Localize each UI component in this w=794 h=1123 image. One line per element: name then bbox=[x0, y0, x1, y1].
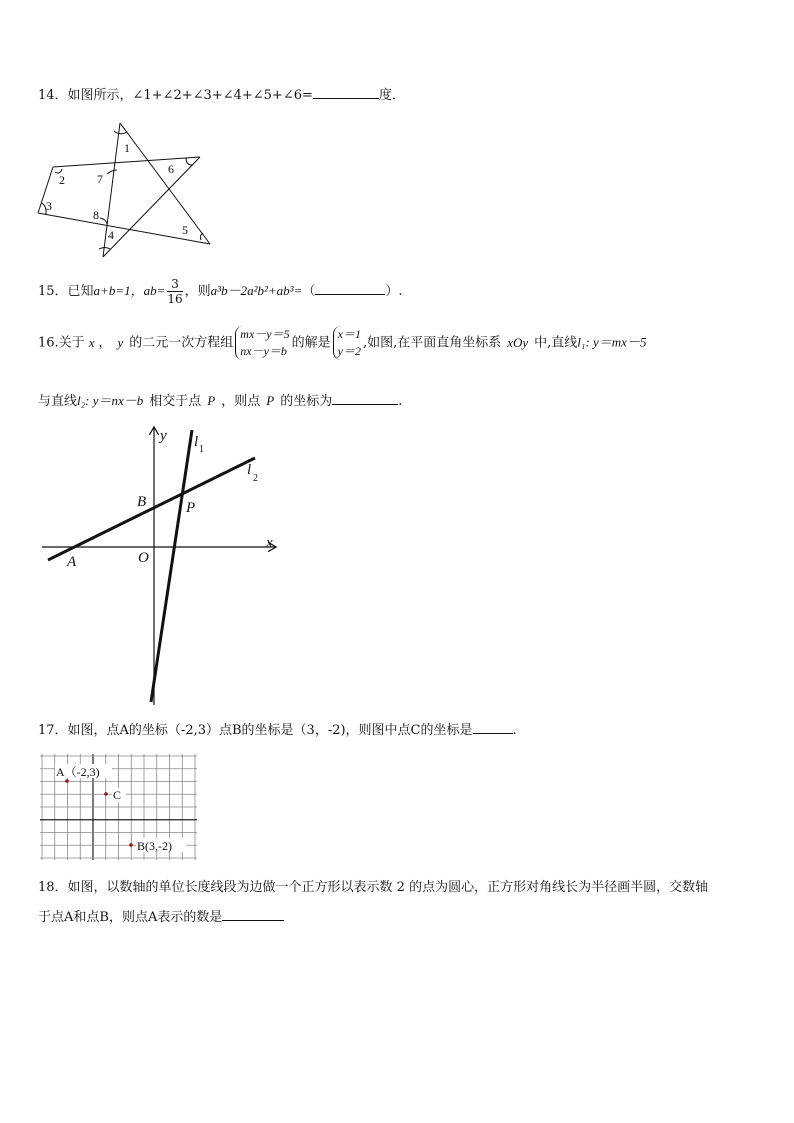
q14-label-1: 1 bbox=[124, 141, 130, 155]
question-18-line-1 bbox=[38, 876, 708, 895]
q18-text-line-1: 18．如图，以数轴的单位长度线段为边做一个正方形以表示数 2 的点为圆心，正方形对角线长为半径画半圆，交数轴 bbox=[38, 880, 709, 895]
q15-expression: a³b－2a²b²+ab³= bbox=[210, 283, 303, 298]
q16-x-axis-label: x bbox=[266, 535, 273, 551]
q15-prefix: 15．已知 bbox=[38, 284, 94, 299]
q16-coordinate-intro: ,如图,在平面直角坐标系 bbox=[362, 335, 502, 351]
q16-solution-y: y＝2 bbox=[337, 344, 361, 358]
question-18-line-2 bbox=[38, 906, 284, 925]
q16-period: . bbox=[398, 394, 403, 409]
q16-l1-equation: : y＝mx－5 bbox=[585, 334, 647, 350]
q17-point-a bbox=[65, 779, 69, 783]
q16-y-axis-label: y bbox=[160, 428, 167, 444]
q16-prefix: 16.关于 bbox=[38, 335, 85, 351]
q16-var-x: x bbox=[88, 334, 95, 350]
q16-then-text: ，则点 bbox=[221, 394, 261, 409]
q15-fraction-numerator: 3 bbox=[167, 277, 182, 292]
q16-l2-label-subscript: 2 bbox=[253, 473, 258, 484]
q16-point-a-label: A bbox=[67, 554, 77, 570]
q16-line-intro: 中,直线 bbox=[534, 335, 578, 351]
q15-condition-product: ab= bbox=[143, 283, 166, 298]
q17-point-c bbox=[104, 792, 108, 796]
q14-label-3: 3 bbox=[46, 199, 52, 213]
q16-coordinate-ask: 的坐标为 bbox=[280, 394, 333, 409]
q18-text-line-2: 于点A和点B，则点A表示的数是 bbox=[38, 910, 223, 925]
q16-l2-equation: : y＝nx－b bbox=[85, 393, 144, 408]
q17-period: . bbox=[512, 723, 517, 738]
q16-system-intro: 的二元一次方程组 bbox=[129, 335, 234, 351]
q15-condition-sum: a+b=1， bbox=[93, 283, 144, 298]
q14-label-7: 7 bbox=[97, 172, 103, 186]
q15-fraction-denominator: 16 bbox=[167, 292, 183, 306]
q16-l2-name: l₂ bbox=[77, 393, 86, 408]
q14-label-4: 4 bbox=[108, 228, 114, 242]
q16-l1-label-subscript: 1 bbox=[199, 444, 204, 455]
q16-point-p-label: P bbox=[186, 500, 196, 516]
q16-point-p: P bbox=[207, 393, 216, 408]
q16-equation-2: nx－y＝b bbox=[240, 344, 287, 358]
q16-intersect-text: 相交于点 bbox=[149, 394, 202, 409]
q15-open-paren: （ bbox=[302, 284, 316, 299]
q17-text: 17．如图，点A的坐标（-2,3）点B的坐标是（3，-2)，则图中点C的坐标是 bbox=[38, 723, 473, 738]
q14-label-5: 5 bbox=[182, 223, 188, 237]
q16-l2-label: l bbox=[247, 462, 252, 478]
q16-line2-prefix: 与直线 bbox=[38, 394, 78, 409]
q16-l1-label: l bbox=[194, 434, 199, 450]
q17-label-a: A（-2,3) bbox=[56, 765, 100, 779]
q16-solution-x: x＝1 bbox=[337, 327, 361, 341]
q16-comma: ， bbox=[98, 335, 112, 351]
q16-xoy: xOy bbox=[507, 334, 529, 350]
q16-var-y: y bbox=[117, 334, 124, 350]
q14-label-2: 2 bbox=[59, 173, 65, 187]
q16-solution-intro: 的解是 bbox=[291, 335, 331, 351]
q14-label-8: 8 bbox=[93, 208, 99, 222]
q14-label-6: 6 bbox=[168, 162, 174, 176]
q15-then: ，则 bbox=[184, 284, 211, 299]
q16-l1-name: l₁ bbox=[577, 334, 586, 350]
q15-close-paren: ）. bbox=[385, 284, 403, 299]
q17-label-b: B(3,-2) bbox=[137, 839, 172, 853]
q16-point-p-2: P bbox=[266, 393, 275, 408]
q16-origin-label: O bbox=[138, 550, 149, 566]
q16-point-b-label: B bbox=[137, 494, 147, 510]
q17-label-c: C bbox=[113, 788, 122, 802]
q16-equation-1: mx－y＝5 bbox=[240, 327, 290, 341]
q17-point-b bbox=[129, 843, 133, 847]
q18-answer-blank[interactable] bbox=[222, 908, 284, 921]
q14-text: 14．如图所示，∠1+∠2+∠3+∠4+∠5+∠6= bbox=[38, 88, 313, 103]
q14-suffix: 度． bbox=[378, 88, 405, 103]
